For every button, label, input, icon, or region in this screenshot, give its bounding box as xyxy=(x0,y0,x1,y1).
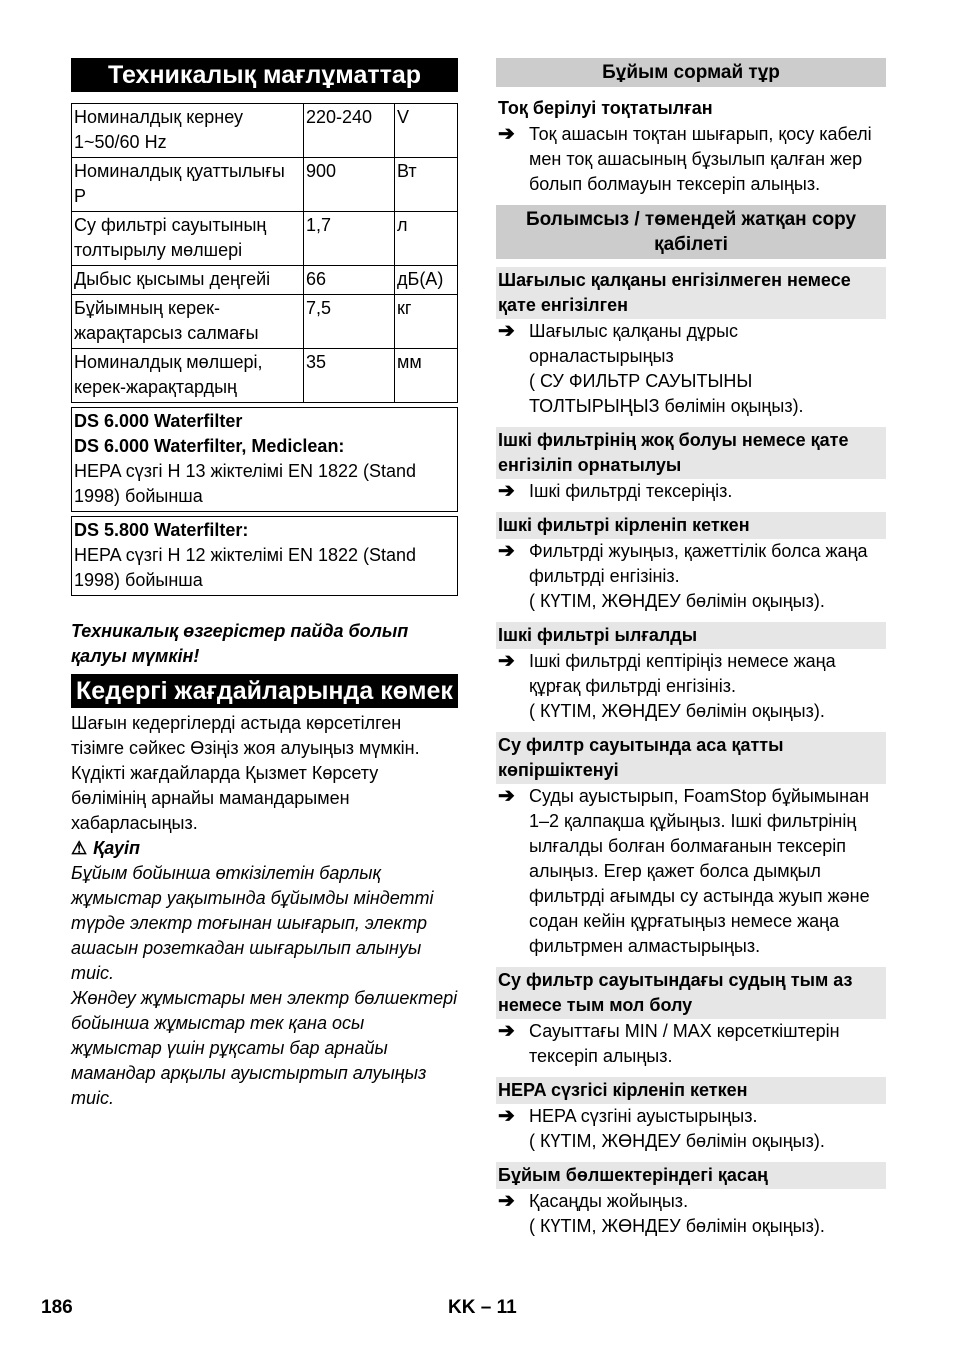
repair-text: Жөндеу жұмыстары мен электр бөлшектері бойынша жұмыстар тек қана осы жұмыстар үшін рұқсаты бар арнайы мамандар арқылы ауыстыртып алуыңыз тиіс. xyxy=(71,988,458,1108)
remedy-line: ( КҮТІМ, ЖӨНДЕУ бөлімін оқыңыз). xyxy=(529,1131,825,1151)
spec-unit: Вт xyxy=(395,158,458,212)
remedy-line: Фильтрді жуыңыз, қажеттілік болса жаңа фильтрді енгізініз. xyxy=(529,541,868,586)
spec-value: 7,5 xyxy=(304,295,395,349)
remedy-text xyxy=(529,539,886,614)
remedy-text xyxy=(529,784,886,959)
remedy-line: Ішкі фильтрді кептіріңіз немесе жаңа құрғақ фильтрді енгізініз. xyxy=(529,651,836,696)
remedy-line: Суды ауыстырып, FoamStop бұйымынан 1–2 қалпақша құйыңыз. Ішкі фильтрінің ылғалды болған болмағанын тексеріп алыңыз. Егер қажет болса дымқыл фильтрді ағымды су астында жуып және содан кейін құрғатыңыз немесе жаңа фильтрмен алмастырыңыз. xyxy=(529,786,870,956)
remedy-text xyxy=(529,1019,886,1069)
spec-value: 220-240 xyxy=(304,104,395,158)
danger-heading xyxy=(71,836,458,861)
spec-table xyxy=(71,103,458,403)
filter-box-ds6000 xyxy=(71,407,458,512)
spec-label: Су фильтрі сауытының толтырылу мөлшері xyxy=(72,212,304,266)
right-column xyxy=(496,58,886,1239)
spec-value: 35 xyxy=(304,349,395,403)
left-column xyxy=(71,58,458,1111)
box-model-line: DS 5.800 Waterfilter: xyxy=(74,520,249,540)
box-text: HEPA сүзгі H 12 жіктелімі EN 1822 (Stand 1998) бойынша xyxy=(74,545,417,590)
arrow-right-icon: ➔ xyxy=(498,785,515,807)
remedy-line: ( СУ ФИЛЬТР САУЫТЫНЫ ТОЛТЫРЫҢЫЗ бөлімін оқыңыз). xyxy=(529,371,804,416)
intro-paragraph: Шағын кедергілерді астыда көрсетілген тізімге сәйкес Өзіңіз жоя алуыңыз мүмкін. xyxy=(71,713,420,758)
remedy-line: ( КҮТІМ, ЖӨНДЕУ бөлімін оқыңыз). xyxy=(529,1216,825,1236)
page-number: 186 xyxy=(41,1297,73,1318)
arrow-right-icon: ➔ xyxy=(498,1020,515,1042)
remedy-text: Тоқ ашасын тоқтан шығарып, қосу кабелі мен тоқ ашасының бұзылып қалған жер болып болмауын тексеріп алыңыз. xyxy=(529,124,872,194)
remedy-text xyxy=(529,1189,886,1239)
spec-unit: мм xyxy=(395,349,458,403)
arrow-right-icon: ➔ xyxy=(498,540,515,562)
spec-row xyxy=(72,158,458,212)
arrow-right-icon: ➔ xyxy=(498,480,515,502)
spec-label: Бұйымның керек-жарақтарсыз салмағы xyxy=(72,295,304,349)
cause-heading: HEPA сүзгісі кірленіп кеткен xyxy=(496,1077,886,1104)
danger-label: Қауіп xyxy=(93,838,140,858)
remedy-step xyxy=(496,1104,886,1154)
spec-unit: л xyxy=(395,212,458,266)
remedy-text xyxy=(529,649,886,724)
cause-list xyxy=(496,267,886,1239)
arrow-right-icon: ➔ xyxy=(498,1105,515,1127)
spec-label: Номиналдық мөлшері, керек-жарақтардың xyxy=(72,349,304,403)
remedy-line: Сауыттағы MIN / MAX көрсеткіштерін тексеріп алыңыз. xyxy=(529,1021,840,1066)
remedy-text xyxy=(529,319,886,419)
spec-row xyxy=(72,266,458,295)
arrow-right-icon: ➔ xyxy=(498,123,515,145)
remedy-line: Қасаңды жойыңыз. xyxy=(529,1191,689,1211)
cause-heading: Ішкі фильтрінің жоқ болуы немесе қате енгізіліп орнатылуы xyxy=(496,427,886,479)
page-code: KK – 11 xyxy=(448,1297,517,1318)
remedy-step xyxy=(496,1189,886,1239)
spec-row xyxy=(72,349,458,403)
warning-triangle-icon: ⚠ xyxy=(71,838,88,858)
remedy-step xyxy=(496,479,886,504)
arrow-right-icon: ➔ xyxy=(498,1190,515,1212)
box-text: HEPA сүзгі H 13 жіктелімі EN 1822 (Stand 1998) бойынша xyxy=(74,461,417,506)
remedy-line: HEPA сүзгіні ауыстырыңыз. xyxy=(529,1106,758,1126)
tech-data-title: Техникалық мағлұматтар xyxy=(71,58,458,92)
troubleshooting-title: Кедергі жағдайларында көмек xyxy=(71,674,458,708)
remedy-line: Ішкі фильтрді тексеріңіз. xyxy=(529,481,733,501)
remedy-text xyxy=(529,479,886,504)
spec-value: 900 xyxy=(304,158,395,212)
box-model-line: DS 6.000 Waterfilter xyxy=(74,411,243,431)
spec-unit: кг xyxy=(395,295,458,349)
spec-label: Номиналдық кернеу 1~50/60 Hz xyxy=(72,104,304,158)
spec-row xyxy=(72,104,458,158)
tech-changes-note: Техникалық өзгерістер пайда болып қалуы мүмкін! xyxy=(71,621,409,666)
spec-label: Дыбыс қысымы деңгейі xyxy=(72,266,304,295)
cause-heading: Шағылыс қалқаны енгізілмеген немесе қате енгізілген xyxy=(496,267,886,319)
remedy-step xyxy=(496,122,886,197)
remedy-line: Шағылыс қалқаны дұрыс орналастырыңыз xyxy=(529,321,739,366)
spec-value: 1,7 xyxy=(304,212,395,266)
box-model-line: DS 6.000 Waterfilter, Mediclean: xyxy=(74,436,345,456)
cause-heading: Тоқ берілуі тоқтатылған xyxy=(498,98,713,118)
spec-row xyxy=(72,212,458,266)
spec-row xyxy=(72,295,458,349)
cause-heading: Ішкі фильтрі ылғалды xyxy=(496,622,886,649)
arrow-right-icon: ➔ xyxy=(498,650,515,672)
cause-heading: Ішкі фильтрі кірленіп кеткен xyxy=(496,512,886,539)
remedy-step xyxy=(496,1019,886,1069)
remedy-step xyxy=(496,784,886,959)
spec-unit: V xyxy=(395,104,458,158)
cause-heading: Бұйым бөлшектеріндегі қасаң xyxy=(496,1162,886,1189)
service-paragraph: Күдікті жағдайларда Қызмет Көрсету бөлімінің арнайы мамандарымен хабарласыңыз. xyxy=(71,763,379,833)
remedy-step xyxy=(496,539,886,614)
remedy-line: ( КҮТІМ, ЖӨНДЕУ бөлімін оқыңыз). xyxy=(529,701,825,721)
section-no-suction: Бұйым сормай тұр xyxy=(496,58,886,87)
filter-box-ds5800 xyxy=(71,516,458,596)
cause-heading: Су фильтр сауытындағы судың тым аз немесе тым мол болу xyxy=(496,967,886,1019)
danger-text: Бұйым бойынша өткізілетін барлық жұмыстар уақытында бұйымды міндетті түрде электр тоғынан шығарып, электр ашасын розеткадан шығарылып алынуы тиіс. xyxy=(71,863,434,983)
arrow-right-icon: ➔ xyxy=(498,320,515,342)
section-weak-suction: Болымсыз / төмендей жатқан сору қабілеті xyxy=(496,205,886,259)
remedy-step xyxy=(496,649,886,724)
spec-label: Номиналдық қуаттылығы P xyxy=(72,158,304,212)
remedy-line: ( КҮТІМ, ЖӨНДЕУ бөлімін оқыңыз). xyxy=(529,591,825,611)
remedy-step xyxy=(496,319,886,419)
cause-heading: Су филтр сауытында аса қатты көпіршіктенуі xyxy=(496,732,886,784)
spec-unit: дБ(A) xyxy=(395,266,458,295)
remedy-text xyxy=(529,1104,886,1154)
spec-value: 66 xyxy=(304,266,395,295)
